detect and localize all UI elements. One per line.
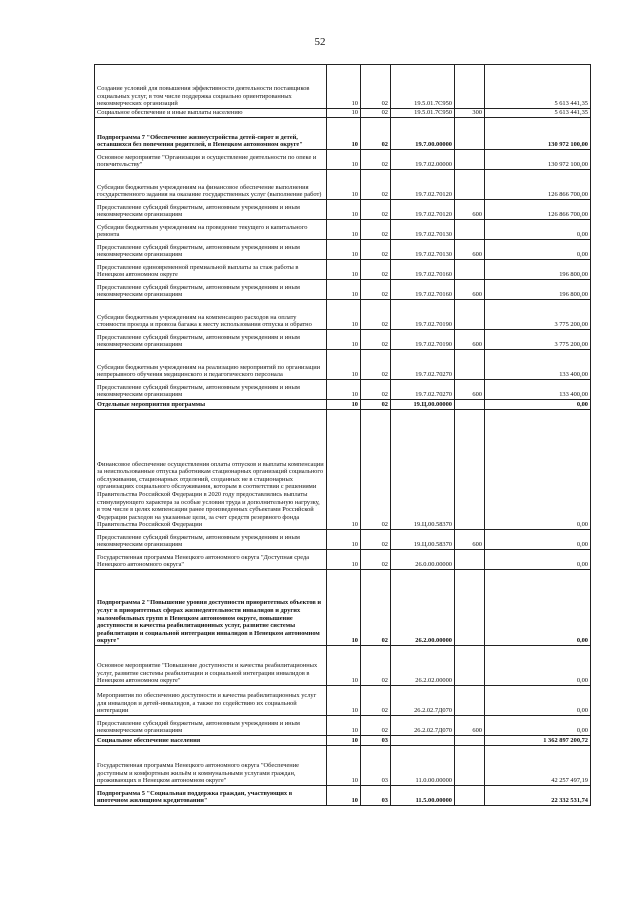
row-subsection-cell: 02: [361, 170, 391, 200]
row-target-article-cell: 19.7.02.70190: [391, 330, 455, 350]
row-subsection-cell: 02: [361, 260, 391, 280]
row-expense-type-cell: [455, 220, 485, 240]
table-row: [95, 350, 591, 380]
row-subsection-cell: 02: [361, 350, 391, 380]
row-target-article-cell: 11.0.00.00000: [391, 746, 455, 786]
row-section-cell: 10: [327, 240, 361, 260]
row-expense-type-cell: [455, 786, 485, 806]
row-name-cell: Предоставление субсидий бюджетным, автономным учреждениям и иным некоммерческим организациям: [95, 280, 327, 300]
row-name-cell: Предоставление субсидий бюджетным, автономным учреждениям и иным некоммерческим организациям: [95, 330, 327, 350]
row-amount-cell: 1 362 897 200,72: [485, 736, 591, 746]
table-row: [95, 330, 591, 350]
row-section-cell: 10: [327, 530, 361, 550]
row-expense-type-cell: [455, 410, 485, 530]
row-name-cell: Создание условий для повышения эффективности деятельности поставщиков социальных услуг, в том числе поддержка социально ориентированных некоммерческих организаций: [95, 65, 327, 109]
row-expense-type-cell: 600: [455, 380, 485, 400]
row-section-cell: 10: [327, 260, 361, 280]
row-name-cell: Предоставление субсидий бюджетным, автономным учреждениям и иным некоммерческим организациям: [95, 240, 327, 260]
row-section-cell: 10: [327, 300, 361, 330]
row-amount-cell: 130 972 100,00: [485, 150, 591, 170]
row-section-cell: 10: [327, 410, 361, 530]
table-row: [95, 280, 591, 300]
row-subsection-cell: 02: [361, 716, 391, 736]
row-amount-cell: 130 972 100,00: [485, 118, 591, 150]
row-subsection-cell: 02: [361, 109, 391, 118]
row-section-cell: 10: [327, 65, 361, 109]
row-expense-type-cell: [455, 646, 485, 686]
row-target-article-cell: 19.7.02.70270: [391, 350, 455, 380]
table-row: [95, 646, 591, 686]
row-name-cell: Субсидии бюджетным учреждениям на финансовое обеспечение выполнения государственного задания на оказание государственных услуг (выполнение работ): [95, 170, 327, 200]
row-subsection-cell: 03: [361, 746, 391, 786]
table-row: [95, 686, 591, 716]
row-expense-type-cell: 600: [455, 240, 485, 260]
row-amount-cell: 3 775 200,00: [485, 330, 591, 350]
row-section-cell: 10: [327, 550, 361, 570]
row-subsection-cell: 02: [361, 330, 391, 350]
row-amount-cell: 0,00: [485, 410, 591, 530]
row-target-article-cell: 19.7.02.70130: [391, 240, 455, 260]
row-section-cell: 10: [327, 220, 361, 240]
row-amount-cell: 133 400,00: [485, 350, 591, 380]
row-subsection-cell: 02: [361, 200, 391, 220]
row-amount-cell: 0,00: [485, 716, 591, 736]
row-subsection-cell: 02: [361, 118, 391, 150]
row-target-article-cell: 19.5.01.7С950: [391, 109, 455, 118]
table-row: [95, 240, 591, 260]
row-name-cell: Субсидии бюджетным учреждениям на реализацию мероприятий по организации непрерывного обучения медицинского и педагогического персонала: [95, 350, 327, 380]
row-target-article-cell: 19.Ц.00.58370: [391, 530, 455, 550]
table-row: [95, 530, 591, 550]
row-name-cell: Социальное обеспечение и иные выплаты населению: [95, 109, 327, 118]
row-target-article-cell: 19.Ц.00.58370: [391, 410, 455, 530]
table-row: [95, 380, 591, 400]
row-name-cell: Подпрограмма 2 "Повышение уровня доступности приоритетных объектов и услуг в приоритетных сферах жизнедеятельности инвалидов и других маломобильных групп в Ненецком автономном округе, повышение доступности и качества реабилитационных услуг, развитие системы реабилитации и социальной интеграции инвалидов в Ненецком автономном округе": [95, 570, 327, 646]
row-amount-cell: 0,00: [485, 220, 591, 240]
table-row: [95, 736, 591, 746]
row-target-article-cell: 19.7.02.70160: [391, 280, 455, 300]
table-row: [95, 170, 591, 200]
row-expense-type-cell: [455, 686, 485, 716]
row-name-cell: Предоставление субсидий бюджетным, автономным учреждениям и иным некоммерческим организациям: [95, 716, 327, 736]
row-amount-cell: 0,00: [485, 646, 591, 686]
row-name-cell: Финансовое обеспечение осуществления оплаты отпусков и выплаты компенсации за неиспользованные отпуска работникам стационарных организаций социального обслуживания, стационарных отделений, созданных не в стационарных организациях социального обслуживания, которым в соответствии с решениями Правительства Российской Федерации в 2020 году предоставлялись выплаты стимулирующего характера за особые условия труда и дополнительную нагрузку, в том числе в целях компенсации ранее произведенных субъектами Российской Федерации расходов на указанные цели, за счет средств резервного фонда Правительства Российской Федерации: [95, 410, 327, 530]
row-target-article-cell: 19.5.01.7С950: [391, 65, 455, 109]
row-name-cell: Государственная программа Ненецкого автономного округа "Обеспечение доступным и комфортным жильём и коммунальными услугами граждан, проживающих в Ненецком автономном округе": [95, 746, 327, 786]
row-amount-cell: 22 332 531,74: [485, 786, 591, 806]
row-section-cell: 10: [327, 786, 361, 806]
row-expense-type-cell: [455, 300, 485, 330]
row-section-cell: 10: [327, 570, 361, 646]
row-subsection-cell: 02: [361, 646, 391, 686]
table-row: [95, 716, 591, 736]
row-target-article-cell: 19.7.02.00000: [391, 150, 455, 170]
row-section-cell: 10: [327, 330, 361, 350]
row-section-cell: 10: [327, 380, 361, 400]
row-name-cell: Субсидии бюджетным учреждениям на проведение текущего и капитального ремонта: [95, 220, 327, 240]
row-subsection-cell: 02: [361, 220, 391, 240]
row-amount-cell: 5 613 441,35: [485, 109, 591, 118]
row-subsection-cell: 02: [361, 686, 391, 716]
page-number: 52: [314, 36, 326, 48]
row-target-article-cell: 19.7.02.70160: [391, 260, 455, 280]
row-subsection-cell: 02: [361, 240, 391, 260]
row-subsection-cell: 02: [361, 410, 391, 530]
table-row: [95, 410, 591, 530]
row-expense-type-cell: [455, 118, 485, 150]
row-name-cell: Предоставление единовременной премиальной выплаты за стаж работы в Ненецком автономном округе: [95, 260, 327, 280]
row-expense-type-cell: [455, 350, 485, 380]
row-name-cell: Государственная программа Ненецкого автономного округа "Доступная среда Ненецкого автономного округа": [95, 550, 327, 570]
row-target-article-cell: 19.7.02.70120: [391, 170, 455, 200]
row-target-article-cell: 11.5.00.00000: [391, 786, 455, 806]
row-expense-type-cell: 600: [455, 530, 485, 550]
table-row: [95, 746, 591, 786]
row-amount-cell: 196 800,00: [485, 280, 591, 300]
row-section-cell: 10: [327, 400, 361, 410]
row-target-article-cell: 19.7.02.70190: [391, 300, 455, 330]
row-subsection-cell: 02: [361, 380, 391, 400]
table-row: [95, 550, 591, 570]
row-amount-cell: 126 866 700,00: [485, 170, 591, 200]
row-expense-type-cell: 600: [455, 330, 485, 350]
row-subsection-cell: 02: [361, 150, 391, 170]
row-subsection-cell: 02: [361, 280, 391, 300]
row-name-cell: Предоставление субсидий бюджетным, автономным учреждениям и иным некоммерческим организациям: [95, 200, 327, 220]
table-row: [95, 118, 591, 150]
row-target-article-cell: [391, 736, 455, 746]
row-amount-cell: 0,00: [485, 530, 591, 550]
row-target-article-cell: 19.7.02.70120: [391, 200, 455, 220]
row-target-article-cell: 19.7.00.00000: [391, 118, 455, 150]
table-row: [95, 786, 591, 806]
row-amount-cell: 0,00: [485, 570, 591, 646]
row-subsection-cell: 02: [361, 530, 391, 550]
row-amount-cell: 3 775 200,00: [485, 300, 591, 330]
row-expense-type-cell: [455, 746, 485, 786]
row-section-cell: 10: [327, 280, 361, 300]
table-row: [95, 570, 591, 646]
row-subsection-cell: 02: [361, 65, 391, 109]
row-subsection-cell: 02: [361, 570, 391, 646]
row-expense-type-cell: [455, 570, 485, 646]
row-expense-type-cell: [455, 736, 485, 746]
row-amount-cell: 126 866 700,00: [485, 200, 591, 220]
row-section-cell: 10: [327, 118, 361, 150]
row-section-cell: 10: [327, 746, 361, 786]
row-amount-cell: 133 400,00: [485, 380, 591, 400]
row-subsection-cell: 02: [361, 300, 391, 330]
row-expense-type-cell: [455, 400, 485, 410]
row-expense-type-cell: 600: [455, 716, 485, 736]
row-section-cell: 10: [327, 736, 361, 746]
row-expense-type-cell: [455, 550, 485, 570]
row-subsection-cell: 02: [361, 550, 391, 570]
row-section-cell: 10: [327, 686, 361, 716]
row-amount-cell: 0,00: [485, 400, 591, 410]
row-name-cell: Отдельные мероприятия программы: [95, 400, 327, 410]
row-amount-cell: 0,00: [485, 240, 591, 260]
row-section-cell: 10: [327, 109, 361, 118]
row-name-cell: Субсидии бюджетным учреждениям на компенсацию расходов на оплату стоимости проезда и провоза багажа к месту использования отпуска и обратно: [95, 300, 327, 330]
table-row: [95, 260, 591, 280]
row-name-cell: Основное мероприятие "Повышение доступности и качества реабилитационных услуг, развитие системы реабилитации и социальной интеграции инвалидов в Ненецком автономном округе": [95, 646, 327, 686]
row-subsection-cell: 03: [361, 736, 391, 746]
row-expense-type-cell: [455, 150, 485, 170]
row-section-cell: 10: [327, 646, 361, 686]
row-section-cell: 10: [327, 150, 361, 170]
row-amount-cell: 5 613 441,35: [485, 65, 591, 109]
row-amount-cell: 0,00: [485, 686, 591, 716]
row-section-cell: 10: [327, 716, 361, 736]
row-name-cell: Основное мероприятие "Организация и осуществление деятельности по опеке и попечительству": [95, 150, 327, 170]
table-row: [95, 150, 591, 170]
row-target-article-cell: 26.2.00.00000: [391, 570, 455, 646]
table-row: [95, 109, 591, 118]
row-target-article-cell: 26.2.02.7Д070: [391, 716, 455, 736]
row-target-article-cell: 19.7.02.70270: [391, 380, 455, 400]
row-target-article-cell: 19.Ц.00.00000: [391, 400, 455, 410]
row-name-cell: Предоставление субсидий бюджетным, автономным учреждениям и иным некоммерческим организациям: [95, 380, 327, 400]
table-row: [95, 220, 591, 240]
row-name-cell: Социальное обеспечение населения: [95, 736, 327, 746]
row-section-cell: 10: [327, 350, 361, 380]
table-row: [95, 200, 591, 220]
row-expense-type-cell: [455, 65, 485, 109]
row-subsection-cell: 03: [361, 786, 391, 806]
row-name-cell: Предоставление субсидий бюджетным, автономным учреждениям и иным некоммерческим организациям: [95, 530, 327, 550]
budget-table-body: [95, 65, 591, 806]
row-expense-type-cell: 300: [455, 109, 485, 118]
row-target-article-cell: 26.2.02.7Д070: [391, 686, 455, 716]
row-name-cell: Подпрограмма 5 "Социальная поддержка граждан, участвующих в ипотечном жилищном кредитовании": [95, 786, 327, 806]
row-target-article-cell: 19.7.02.70130: [391, 220, 455, 240]
row-expense-type-cell: [455, 170, 485, 200]
budget-table: [94, 64, 591, 806]
row-name-cell: Подпрограмма 7 "Обеспечение жизнеустройства детей-сирот и детей, оставшихся без попечения родителей, в Ненецком автономном округе": [95, 118, 327, 150]
row-name-cell: Мероприятия по обеспечению доступности и качества реабилитационных услуг для инвалидов и детей-инвалидов, а также по содействию их социальной интеграции: [95, 686, 327, 716]
row-expense-type-cell: [455, 260, 485, 280]
row-section-cell: 10: [327, 170, 361, 200]
table-row: [95, 65, 591, 109]
row-expense-type-cell: 600: [455, 200, 485, 220]
row-target-article-cell: 26.0.00.00000: [391, 550, 455, 570]
row-section-cell: 10: [327, 200, 361, 220]
table-row: [95, 400, 591, 410]
row-amount-cell: 196 800,00: [485, 260, 591, 280]
row-expense-type-cell: 600: [455, 280, 485, 300]
row-target-article-cell: 26.2.02.00000: [391, 646, 455, 686]
row-amount-cell: 0,00: [485, 550, 591, 570]
row-amount-cell: 42 257 497,19: [485, 746, 591, 786]
table-row: [95, 300, 591, 330]
row-subsection-cell: 02: [361, 400, 391, 410]
